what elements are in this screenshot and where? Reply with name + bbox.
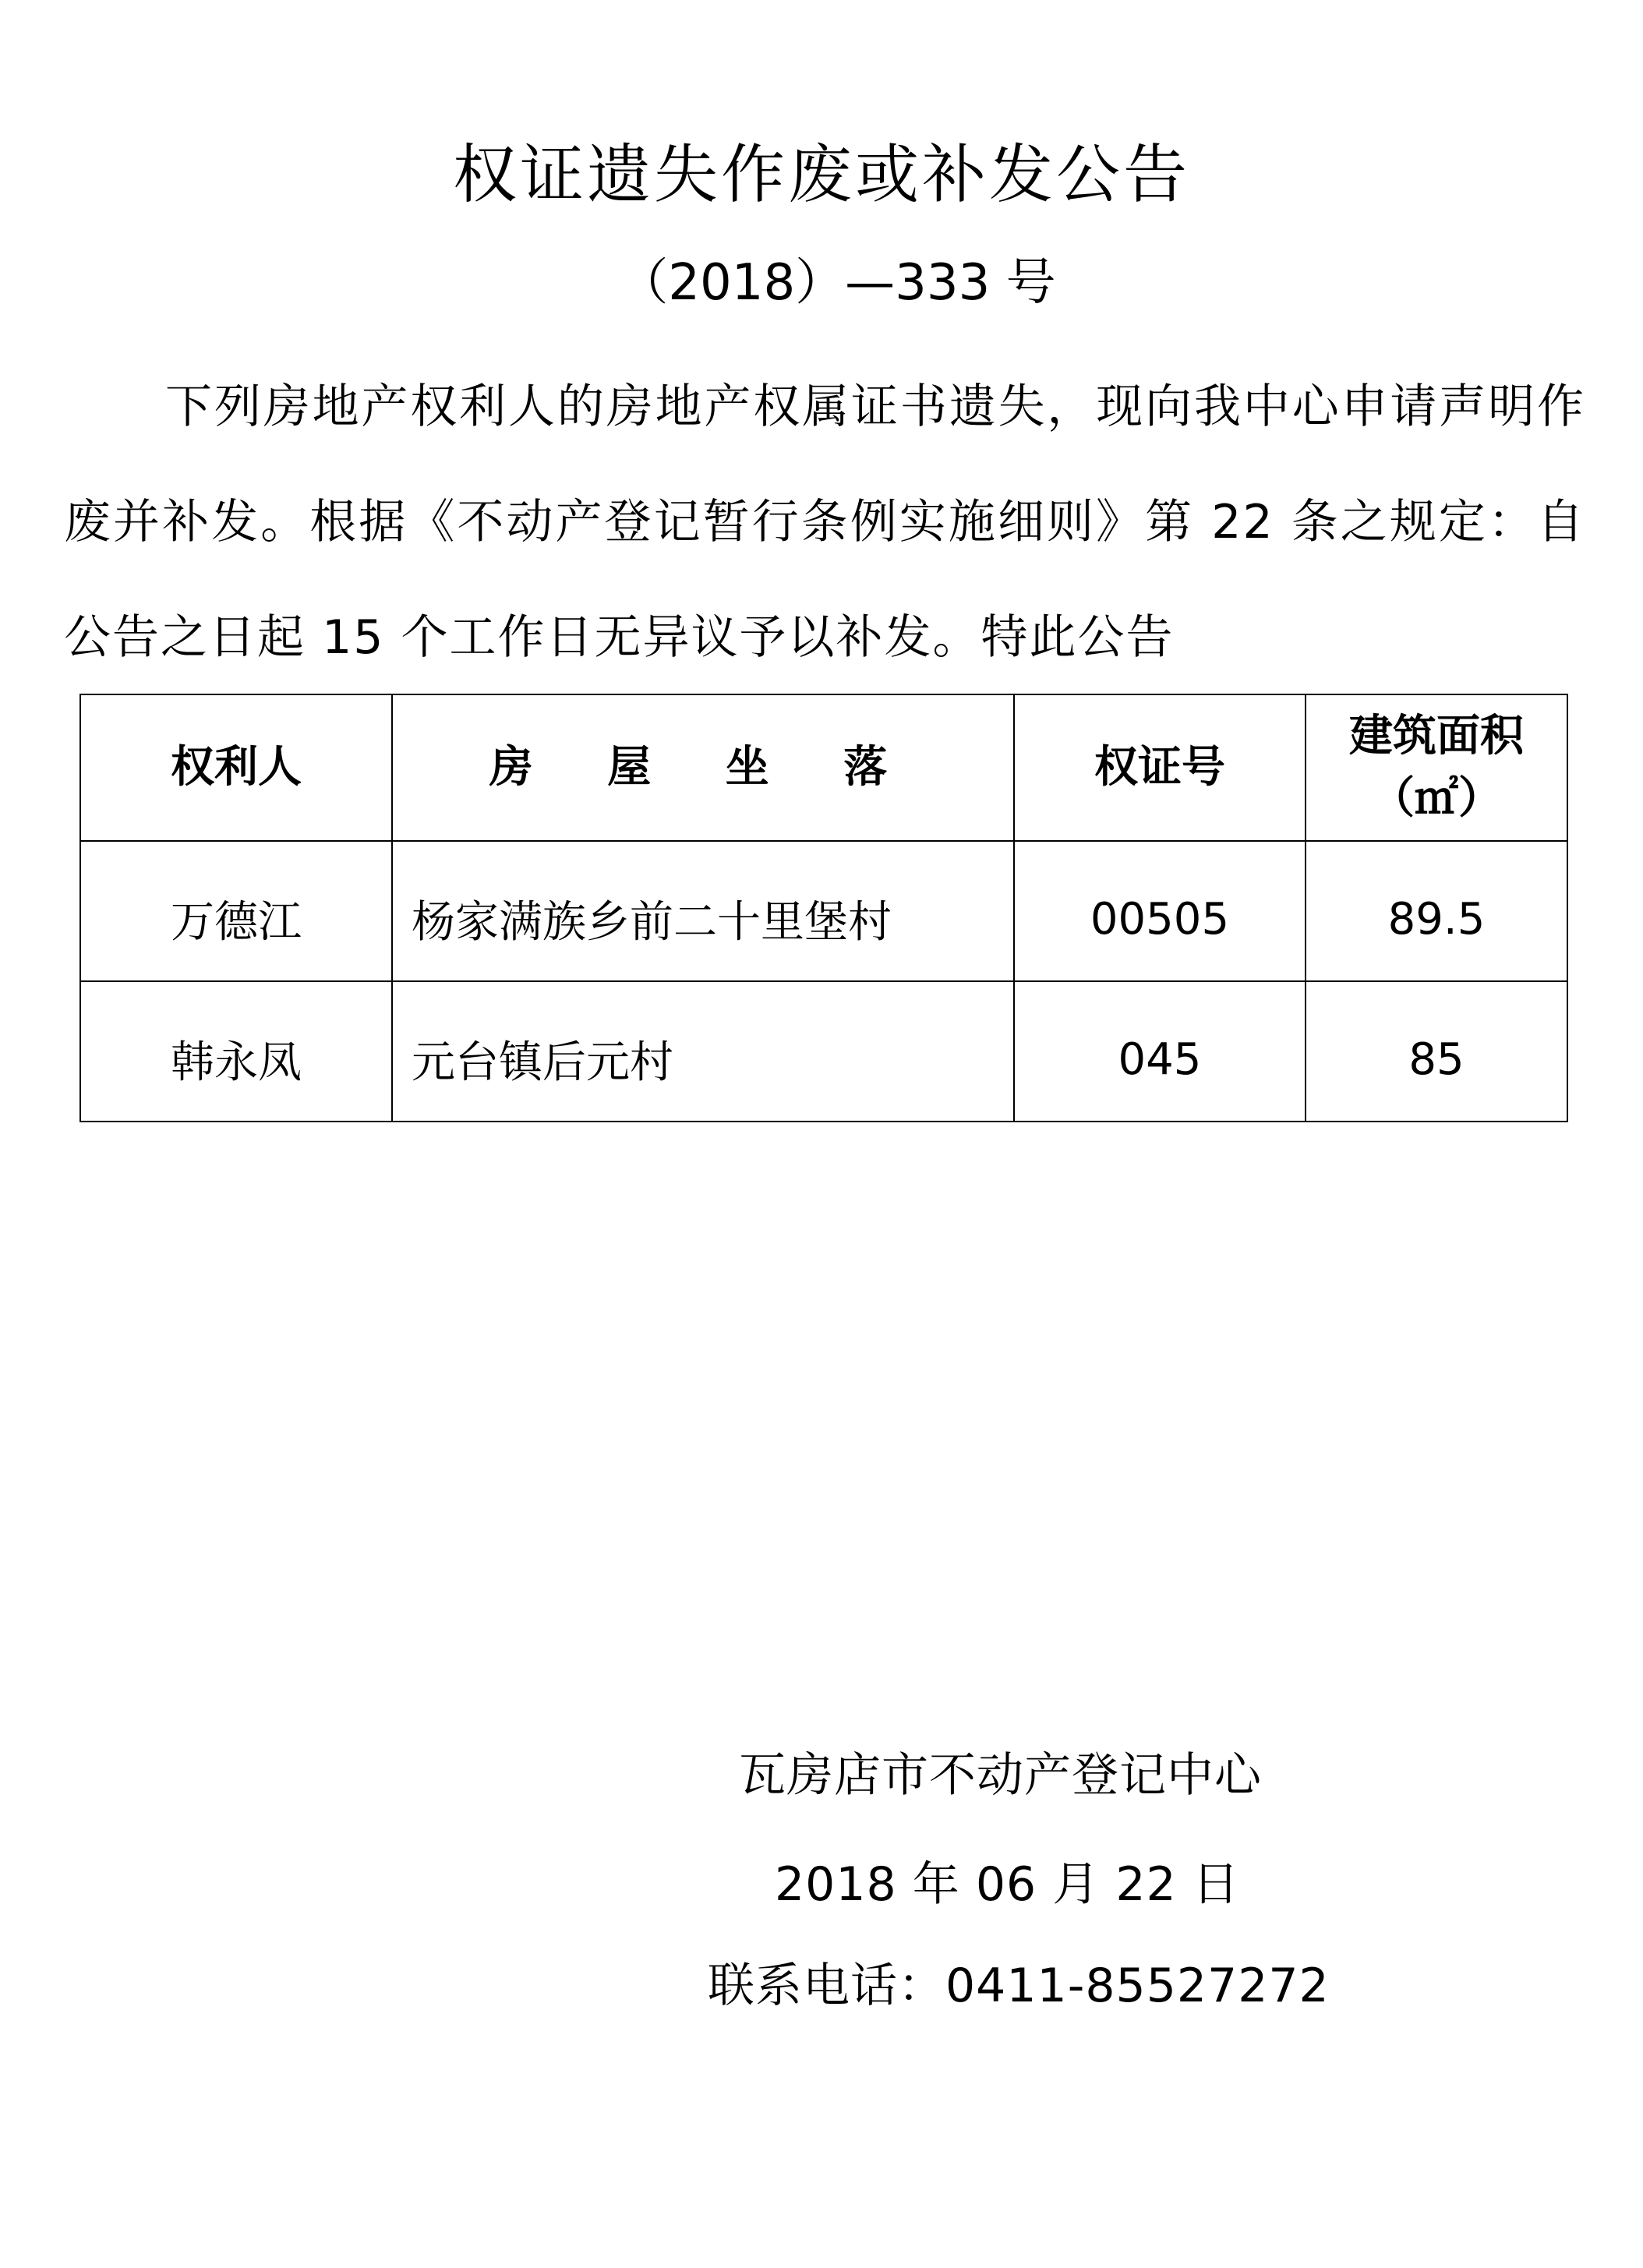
footer-organization: 瓦房店市不动产登记中心 bbox=[739, 1748, 1262, 1803]
table-row bbox=[80, 841, 1567, 981]
header-owner: 权利人 bbox=[80, 694, 392, 841]
table-header-row bbox=[80, 694, 1567, 841]
cell-owner: 万德江 bbox=[80, 841, 392, 981]
header-location: 房 屋 坐 落 bbox=[392, 694, 1014, 841]
header-area-label: 建筑面积 bbox=[1349, 711, 1524, 761]
table-row bbox=[80, 981, 1567, 1122]
header-area-unit: （㎡） bbox=[1371, 773, 1502, 824]
records-table bbox=[80, 694, 1568, 1122]
cell-location: 杨家满族乡前二十里堡村 bbox=[392, 841, 1014, 981]
cell-cert-no: 00505 bbox=[1014, 841, 1306, 981]
cell-area: 89.5 bbox=[1306, 841, 1567, 981]
header-cert-no: 权证号 bbox=[1014, 694, 1306, 841]
notice-body: 下列房地产权利人的房地产权属证书遗失，现向我中心申请声明作废并补发。根据《不动产登记暂行条例实施细则》第 22 条之规定：自公告之日起 15 个工作日无异议予以补发。特此公告 bbox=[64, 380, 1585, 665]
cell-location: 元台镇后元村 bbox=[392, 981, 1014, 1122]
footer-phone: 联系电话：0411-85527272 bbox=[708, 1959, 1330, 2013]
notice-title: 权证遗失作废或补发公告 bbox=[452, 138, 1190, 212]
cell-owner: 韩永凤 bbox=[80, 981, 392, 1122]
notice-number: （2018）—333 号 bbox=[618, 254, 1056, 312]
cell-cert-no: 045 bbox=[1014, 981, 1306, 1122]
header-area bbox=[1306, 694, 1567, 841]
cell-area: 85 bbox=[1306, 981, 1567, 1122]
footer-date: 2018 年 06 月 22 日 bbox=[775, 1857, 1240, 1912]
